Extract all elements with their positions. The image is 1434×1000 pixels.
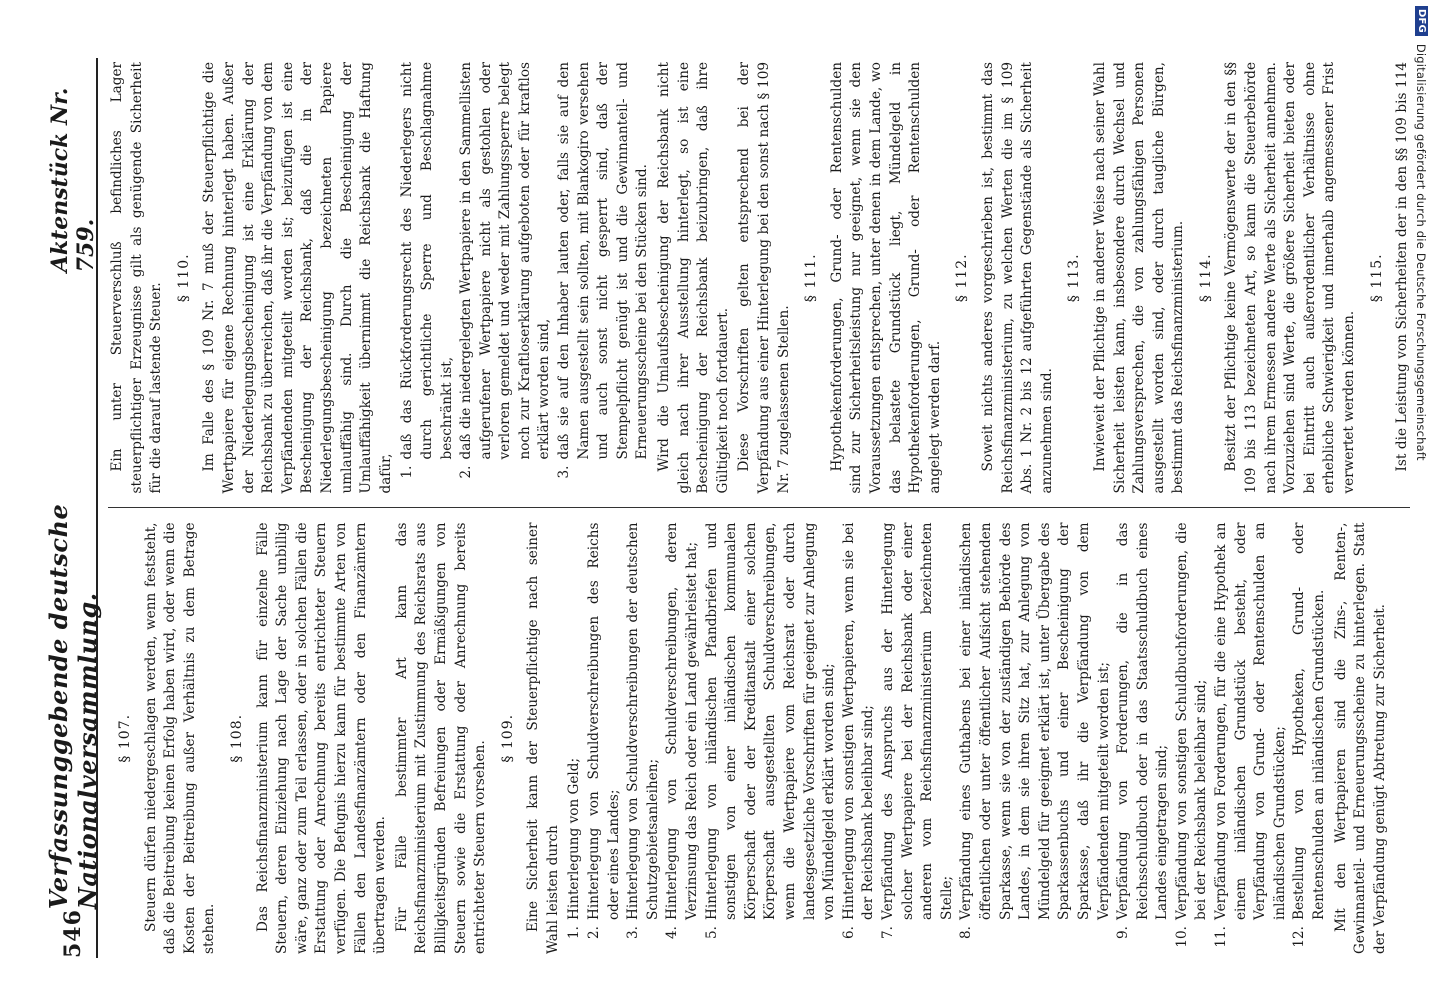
paragraph: Ist die Leistung von Sicherheiten der in den §§ 109 bis 114 <box>1394 62 1410 472</box>
paragraph: Wird die Umlaufsbescheinigung der Reichsbank nicht gleich nach ihrer Ausstellung hinterlegt, so ist eine Bescheinigung der Reichsbank beizubringen, daß ihre Gültigkeit noch fortdauert. <box>656 62 731 494</box>
section-heading: § 110. <box>175 253 192 303</box>
running-head <box>44 58 102 958</box>
list-item <box>565 523 585 955</box>
paragraph: Inwieweit der Pflichtige in anderer Weise nach seiner Wahl Sicherheit leisten kann, insbesondere durch Wechsel und Zahlungsversprechen, die von zahlungsfähigen Personen ausgestellt worden sind, oder durch taugliche Bürgen, bestimmt das Reichsfinanzministerium. <box>1091 62 1187 494</box>
paragraph: Eine Sicherheit kann der Steuerpflichtige nach seiner Wahl leisten durch <box>525 522 561 954</box>
list-item-text: Hinterlegung von sonstigen Wertpapieren, wenn sie bei der Reichsbank beleihbar sind; <box>840 522 877 920</box>
page-number: 546 <box>60 909 86 958</box>
list-item-text: Hinterlegung von Geld; <box>566 757 583 920</box>
list-item-text: daß sie auf den Inhaber lauten oder, falls sie auf den Namen ausgestellt sein sollten, mit Blankogiro versehen und auch sonst nicht gesperrt sind, daß der Stempelpflicht genügt ist und die Gewinnanteil- und Erneuerungsscheine bei den Stücken sind. <box>556 62 651 460</box>
section-heading: § 111. <box>803 253 820 303</box>
section-heading: § 107. <box>117 713 133 763</box>
list-item-text: daß die niedergelegten Wertpapiere in den Sammellisten aufgerufener Wertpapiere nicht als gestohlen oder verloren gemeldet und weder mit Zahlungssperre belegt noch zur Kraftloserklärung aufgeboten oder für kraftlos erklärt worden sind, <box>458 62 553 460</box>
list-item-text: Hinterlegung von Schuldverschreibungen des Reichs oder eines Landes; <box>586 522 622 920</box>
list-item-text: Hinterlegung von inländischen Pfandbriefen und sonstigen von einer inländischen kommunalen Körperschaft oder der Kreditanstalt einer solchen Körperschaft ausgestellten Schuldverschreibungen, wenn die Wertpapiere vom Reichsrat oder durch landesgesetzliche Vorschriften für geeignet zur Anlegung von Mündelgeld erklärt worden sind; <box>703 522 838 920</box>
list-item-number: 3. <box>556 465 573 479</box>
list-item-text: Verpfändung von sonstigen Schuldbuchforderungen, die bei der Reichsbank beleihbar sind; <box>1173 522 1210 920</box>
dfg-logo: DFG <box>1415 6 1428 36</box>
paragraph: Ein unter Steuerverschluß befindliches Lager steuerpflichtiger Erzeugnisse gilt als genügende Sicherheit für die darauf lastende Steuer. <box>109 62 165 494</box>
list-item-number: 8. <box>958 926 975 939</box>
paragraph: Für Fälle bestimmter Art kann das Reichsfinanzministerium mit Zustimmung des Reichsrats aus Billigkeitsgründen Befreiungen oder Ermäßigungen von Steuern sowie die Erstattung oder Anrechnung bereits entrichteter Steuern vorsehen. <box>393 522 489 954</box>
section-heading: § 115. <box>1368 253 1385 303</box>
list-item <box>1114 523 1173 955</box>
section-heading: § 108. <box>228 713 245 763</box>
running-title: Verfassunggebende deutsche Nationalversammlung. <box>44 503 102 910</box>
list-item-number: 1. <box>399 465 416 479</box>
list-item-number: 7. <box>879 926 896 939</box>
numbered-list <box>398 62 653 494</box>
list-item-number: 2. <box>586 926 603 939</box>
paragraph: Hypothekenforderungen, Grund- oder Rentenschulden sind zur Sicherheitsleistung nur geeignet, wenn sie den Voraussetzungen entsprechen, unter denen in dem Lande, wo das belastete Grundstück liegt, Mündelgeld in Hypothekenforderungen, Grund- oder Rentenschulden angelegt werden darf. <box>828 62 943 494</box>
list-item-number: 10. <box>1173 926 1190 948</box>
list-item-text: Hinterlegung von Schuldverschreibungen der deutschen Schutzgebietsanleihen; <box>625 522 661 920</box>
list-item-text: Hinterlegung von Schuldverschreibungen, deren Verzinsung das Reich oder ein Land gewährleistet hat; <box>664 522 701 920</box>
paragraph: Diese Vorschriften gelten entsprechend bei der Verpfändung aus einer Hinterlegung bei den sonst nach § 109 Nr. 7 zugelassenen Stellen. <box>736 62 792 494</box>
list-item <box>663 523 702 955</box>
paragraph: Soweit nichts anderes vorgeschrieben ist, bestimmt das Reichsfinanzministerium, zu welchen Werten die im § 109 Abs. 1 Nr. 2 bis 12 aufgeführten Gegenstände als Sicherheit anzunehmen sind. <box>979 62 1055 494</box>
list-item-number: 5. <box>703 926 720 939</box>
list-item-number: 9. <box>1115 926 1132 939</box>
text-columns <box>108 58 1410 958</box>
list-item <box>879 523 957 955</box>
list-item-text: Verpfändung von Forderungen, für die eine Hypothek an einem inländischen Grundstück besteht, oder Verpfändung von Grund- oder Rentenschulden an inländischen Grundstücken; <box>1213 522 1288 920</box>
list-item <box>957 523 1114 955</box>
right-column <box>108 58 1410 508</box>
numbered-list <box>565 523 1329 955</box>
list-item <box>555 62 653 494</box>
section-heading: § 109. <box>499 713 516 763</box>
list-item-number: 2. <box>458 465 475 479</box>
digitization-note <box>1414 6 1428 461</box>
list-item-number: 12. <box>1291 926 1308 948</box>
paragraph: Im Falle des § 109 Nr. 7 muß der Steuerpflichtige die Wertpapiere für eigene Rechnung hinterlegt haben. Außer der Niederlegungsbescheinigung ist eine Erklärung der Reichsbank zu überreichen, daß ihr die Verpfändung von dem Verpfändenden mitgeteilt worden ist; beizufügen ist eine Bescheinigung der Reichsbank, daß die in der Niederlegungsbescheinigung bezeichneten Papiere umlauffähig sind. Durch die Bescheinigung der Umlauffähigkeit übernimmt die Reichsbank die Haftung dafür, <box>201 62 394 494</box>
list-item-number: 1. <box>566 926 583 939</box>
document-reference: Aktenstück Nr. 759. <box>47 87 99 273</box>
rotated-page <box>44 58 1410 958</box>
list-item <box>585 523 624 955</box>
list-item-text: Verpfändung des Anspruchs aus der Hinterlegung solcher Wertpapiere bei der Reichsbank oder einer anderen vom Reichsfinanzministerium bezeichneten Stelle; <box>879 522 955 920</box>
list-item-number: 11. <box>1213 926 1230 948</box>
list-item-text: Verpfändung eines Guthabens bei einer inländischen öffentlichen oder unter öffentlicher Aufsicht stehenden Sparkasse, wenn sie von der zuständigen Behörde des Landes, in dem sie ihren Sitz hat, zur Anlegung von Mündelgeld für geeignet erklärt ist, unter Übergabe des Sparkassenbuchs und einer Bescheinigung der Sparkasse, daß ihr die Verpfändung von dem Verpfändenden mitgeteilt worden ist; <box>958 522 1112 920</box>
list-item-text: Bestellung von Hypotheken, Grund- oder Rentenschulden an inländischen Grundstücken. <box>1291 522 1328 920</box>
section-heading: § 112. <box>954 253 971 303</box>
paragraph: Das Reichsfinanzministerium kann für einzelne Fälle Steuern, deren Einziehung nach Lage der Sache unbillig wäre, ganz oder zum Teil erlassen, oder in solchen Fällen die Erstattung oder Anrechnung bereits entrichteter Steuern verfügen. Die Befugnis hierzu kann für bestimmte Arten von Fällen den Landesfinanzämtern oder den Finanzämtern übertragen werden. <box>254 522 389 954</box>
list-item <box>457 62 555 494</box>
list-item <box>1212 523 1290 955</box>
section-heading: § 114. <box>1197 253 1214 303</box>
list-item <box>1173 523 1212 955</box>
list-item-text: Verpfändung von Forderungen, die in das Reichsschuldbuch oder in das Staatsschuldbuch eines Landes eingetragen sind; <box>1115 522 1171 920</box>
left-column <box>108 508 1410 959</box>
list-item-number: 4. <box>664 926 681 939</box>
list-item <box>624 523 663 955</box>
paragraph: Besitzt der Pflichtige keine Vermögenswerte der in den §§ 109 bis 113 bezeichneten Art, so kann die Steuerbehörde nach ihrem Ermessen andere Werte als Sicherheit annehmen. Vorzuziehen sind Werte, die größere Sicherheit bieten oder bei Eintritt auch außerordentlicher Verhältnisse ohne erhebliche Schwierigkeit und innerhalb angemessener Frist verwertet werden können. <box>1223 62 1358 494</box>
list-item-text: daß das Rückforderungsrecht des Niederlegers nicht durch gerichtliche Sperre und Beschlagnahme beschränkt ist, <box>399 62 455 460</box>
paragraph: Steuern dürfen niedergeschlagen werden, wenn feststeht, daß die Beitreibung keinen Erfolg haben wird, oder wenn die Kosten der Beitreibung außer Verhältnis zu dem Betrage stehen. <box>142 522 218 954</box>
paragraph: Mit den Wertpapieren sind die Zins-, Renten-, Gewinnanteil- und Erneuerungsscheine zu hinterlegen. Statt der Verpfändung genügt Abtretung zur Sicherheit. <box>1332 522 1388 954</box>
list-item-number: 3. <box>625 926 642 939</box>
list-item <box>840 523 879 955</box>
digitization-note-text: Digitalisierung gefördert durch die Deutsche Forschungsgemeinschaft <box>1414 43 1428 461</box>
list-item <box>1290 523 1329 955</box>
list-item-number: 6. <box>840 926 857 939</box>
list-item <box>703 523 840 955</box>
section-heading: § 113. <box>1066 253 1083 303</box>
list-item <box>398 62 457 494</box>
